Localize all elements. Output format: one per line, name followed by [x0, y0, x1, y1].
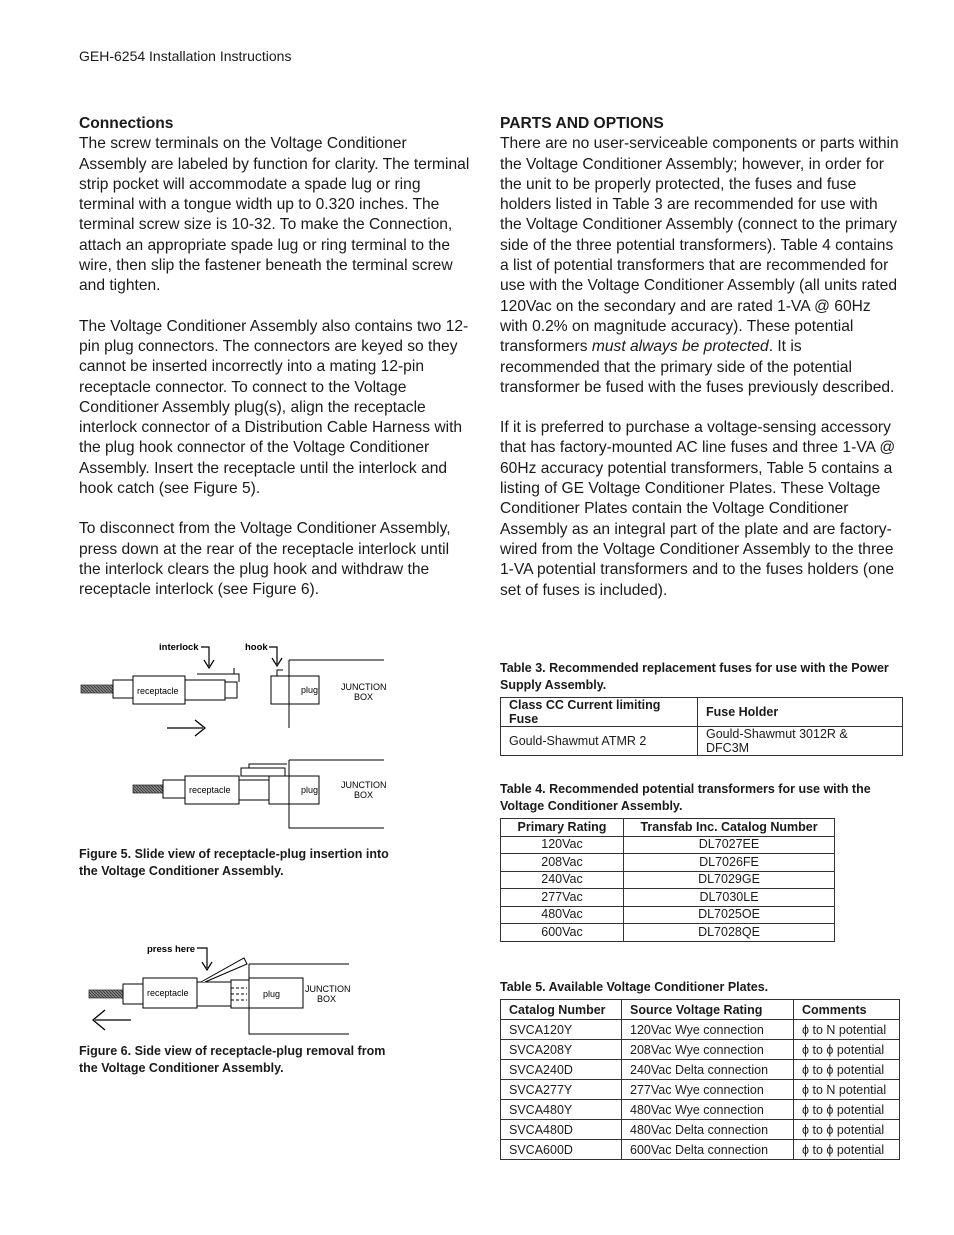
plug-label-3: plug	[263, 989, 281, 999]
table-cell: DL7025OE	[624, 906, 835, 924]
table-4-caption: Table 4. Recommended potential transformers for use with the Voltage Conditioner Assembly.	[500, 782, 871, 813]
table-cell: 208Vac Wye connection	[622, 1040, 794, 1060]
table-header-cell: Catalog Number	[501, 1000, 622, 1020]
table-row	[501, 1040, 900, 1060]
table-cell: ϕ to ϕ potential	[794, 1120, 900, 1140]
table-5-caption: Table 5. Available Voltage Conditioner Plates.	[500, 980, 769, 994]
plug-label: plug	[301, 685, 319, 695]
table-row	[501, 1100, 900, 1120]
table-cell: SVCA120Y	[501, 1020, 622, 1040]
table-3-caption: Table 3. Recommended replacement fuses for use with the Power Supply Assembly.	[500, 661, 889, 692]
table-cell: 208Vac	[501, 854, 624, 872]
table-header-cell: Class CC Current limiting Fuse	[501, 698, 698, 727]
table-cell: DL7028QE	[624, 924, 835, 942]
table-cell: ϕ to ϕ potential	[794, 1140, 900, 1160]
box-label-2: BOX	[354, 790, 374, 800]
table-cell: DL7026FE	[624, 854, 835, 872]
table-cell: 480Vac Delta connection	[622, 1120, 794, 1140]
table-cell: SVCA600D	[501, 1140, 622, 1160]
figure-6-caption: Figure 6. Side view of receptacle-plug removal from the Voltage Conditioner Assembly.	[79, 1044, 386, 1075]
table-header-cell: Fuse Holder	[698, 698, 903, 727]
table-cell: Gould-Shawmut ATMR 2	[501, 727, 698, 756]
table-header-row	[501, 698, 903, 727]
figure-5-diagram	[79, 638, 389, 833]
table-row	[501, 727, 903, 756]
box-label: BOX	[354, 692, 374, 702]
table-row	[501, 924, 835, 942]
table-row	[501, 871, 835, 889]
table-row	[501, 906, 835, 924]
connections-paragraph-2: The Voltage Conditioner Assembly also contains two 12-pin plug connectors. The connectors are keyed so they cannot be inserted incorrectly into a mating 12-pin receptacle connector. To connect to the Voltage Conditioner Assembly plug(s), align the receptacle interlock connector of a Distribution Cable Harness with the plug hook connector of the Voltage Conditioner Assembly. Insert the receptacle until the interlock and hook catch (see Figure 5).	[79, 317, 469, 498]
interlock-label: interlock	[159, 642, 199, 653]
table-row	[501, 1140, 900, 1160]
connections-paragraph-3: To disconnect from the Voltage Conditioner Assembly, press down at the rear of the receptacle interlock until the interlock clears the plug hook and withdraw the receptacle interlock (see Figure 6).	[79, 520, 451, 599]
table-cell: DL7030LE	[624, 889, 835, 907]
table-row	[501, 1080, 900, 1100]
table-row	[501, 889, 835, 907]
table-cell: ϕ to ϕ potential	[794, 1100, 900, 1120]
parts-options-heading: PARTS AND OPTIONS	[500, 115, 664, 132]
table-cell: 277Vac	[501, 889, 624, 907]
table-header-cell: Comments	[794, 1000, 900, 1020]
table-cell: Gould-Shawmut 3012R & DFC3M	[698, 727, 903, 756]
table-cell: ϕ to ϕ potential	[794, 1040, 900, 1060]
receptacle-label-2: receptacle	[189, 785, 231, 795]
receptacle-label: receptacle	[137, 686, 179, 696]
table-header-row	[501, 1000, 900, 1020]
table-cell: 240Vac	[501, 871, 624, 889]
table-cell: SVCA480Y	[501, 1100, 622, 1120]
table-cell: DL7029GE	[624, 871, 835, 889]
table-row	[501, 1060, 900, 1080]
table-cell: 480Vac	[501, 906, 624, 924]
press-here-label: press here	[147, 944, 196, 955]
figure-5-caption: Figure 5. Slide view of receptacle-plug insertion into the Voltage Conditioner Assembly.	[79, 847, 389, 878]
table-5	[500, 999, 900, 1160]
table-row	[501, 854, 835, 872]
table-3	[500, 697, 903, 756]
table-cell: SVCA208Y	[501, 1040, 622, 1060]
table-cell: 120Vac Wye connection	[622, 1020, 794, 1040]
table-row	[501, 836, 835, 854]
table-cell: 600Vac Delta connection	[622, 1140, 794, 1160]
table-cell: 240Vac Delta connection	[622, 1060, 794, 1080]
parts-paragraph-1: There are no user-serviceable components or parts within the Voltage Conditioner Assembly; however, in order for the unit to be properly protected, the fuses and fuse holders listed in Table 3 are recommended for use with the Voltage Conditioner Assembly (connect to the primary side of the three potential transformers). Table 4 contains a list of potential transformers that are recommended for use with the Voltage Conditioner Assembly (all units rated 120Vac on the secondary and are rated 1-VA @ 60Hz with 0.2% on magnitude accuracy). These potential transformers must always be protected. It is recommended that the primary side of the potential transformer be fused with the fuses previously described.	[500, 135, 899, 396]
table-cell: SVCA277Y	[501, 1080, 622, 1100]
junction-label-3: JUNCTION	[305, 984, 351, 994]
table-header-row	[501, 819, 835, 837]
connections-heading: Connections	[79, 115, 174, 132]
table-cell: 277Vac Wye connection	[622, 1080, 794, 1100]
junction-label-2: JUNCTION	[341, 780, 387, 790]
connections-paragraph-1: The screw terminals on the Voltage Conditioner Assembly are labeled by function for clarity. The terminal strip pocket will accommodate a spade lug or ring terminal with a tongue width up to 0.320 inches. The terminal screw size is 10-32. To make the Connection, attach an appropriate spade lug or ring terminal to the wire, then slip the fastener beneath the terminal screw and tighten.	[79, 135, 470, 295]
table-header-cell: Source Voltage Rating	[622, 1000, 794, 1020]
table-header-cell: Transfab Inc. Catalog Number	[624, 819, 835, 837]
right-column	[500, 114, 902, 621]
figure-6-diagram	[79, 940, 354, 1040]
table-cell: 480Vac Wye connection	[622, 1100, 794, 1120]
table-cell: SVCA240D	[501, 1060, 622, 1080]
table-header-cell: Primary Rating	[501, 819, 624, 837]
page-header: GEH-6254 Installation Instructions	[79, 48, 292, 64]
table-4	[500, 818, 835, 942]
table-cell: 600Vac	[501, 924, 624, 942]
table-cell: 120Vac	[501, 836, 624, 854]
left-column	[79, 114, 474, 621]
receptacle-label-3: receptacle	[147, 988, 189, 998]
table-cell: SVCA480D	[501, 1120, 622, 1140]
parts-paragraph-2: If it is preferred to purchase a voltage-sensing accessory that has factory-mounted AC line fuses and three 1-VA @ 60Hz accuracy potential transformers, Table 5 contains a listing of GE Voltage Conditioner Plates. These Voltage Conditioner Plates contain the Voltage Conditioner Assembly as an integral part of the plate and are factory-wired from the Voltage Conditioner Assembly to the three 1-VA potential transformers and to the fuses holders (one set of fuses is included).	[500, 419, 896, 599]
table-cell: ϕ to ϕ potential	[794, 1060, 900, 1080]
table-cell: DL7027EE	[624, 836, 835, 854]
table-cell: ϕ to N potential	[794, 1020, 900, 1040]
table-row	[501, 1020, 900, 1040]
table-row	[501, 1120, 900, 1140]
plug-label-2: plug	[301, 785, 319, 795]
junction-label: JUNCTION	[341, 682, 387, 692]
hook-label: hook	[245, 642, 268, 653]
box-label-3: BOX	[317, 994, 337, 1004]
table-cell: ϕ to N potential	[794, 1080, 900, 1100]
